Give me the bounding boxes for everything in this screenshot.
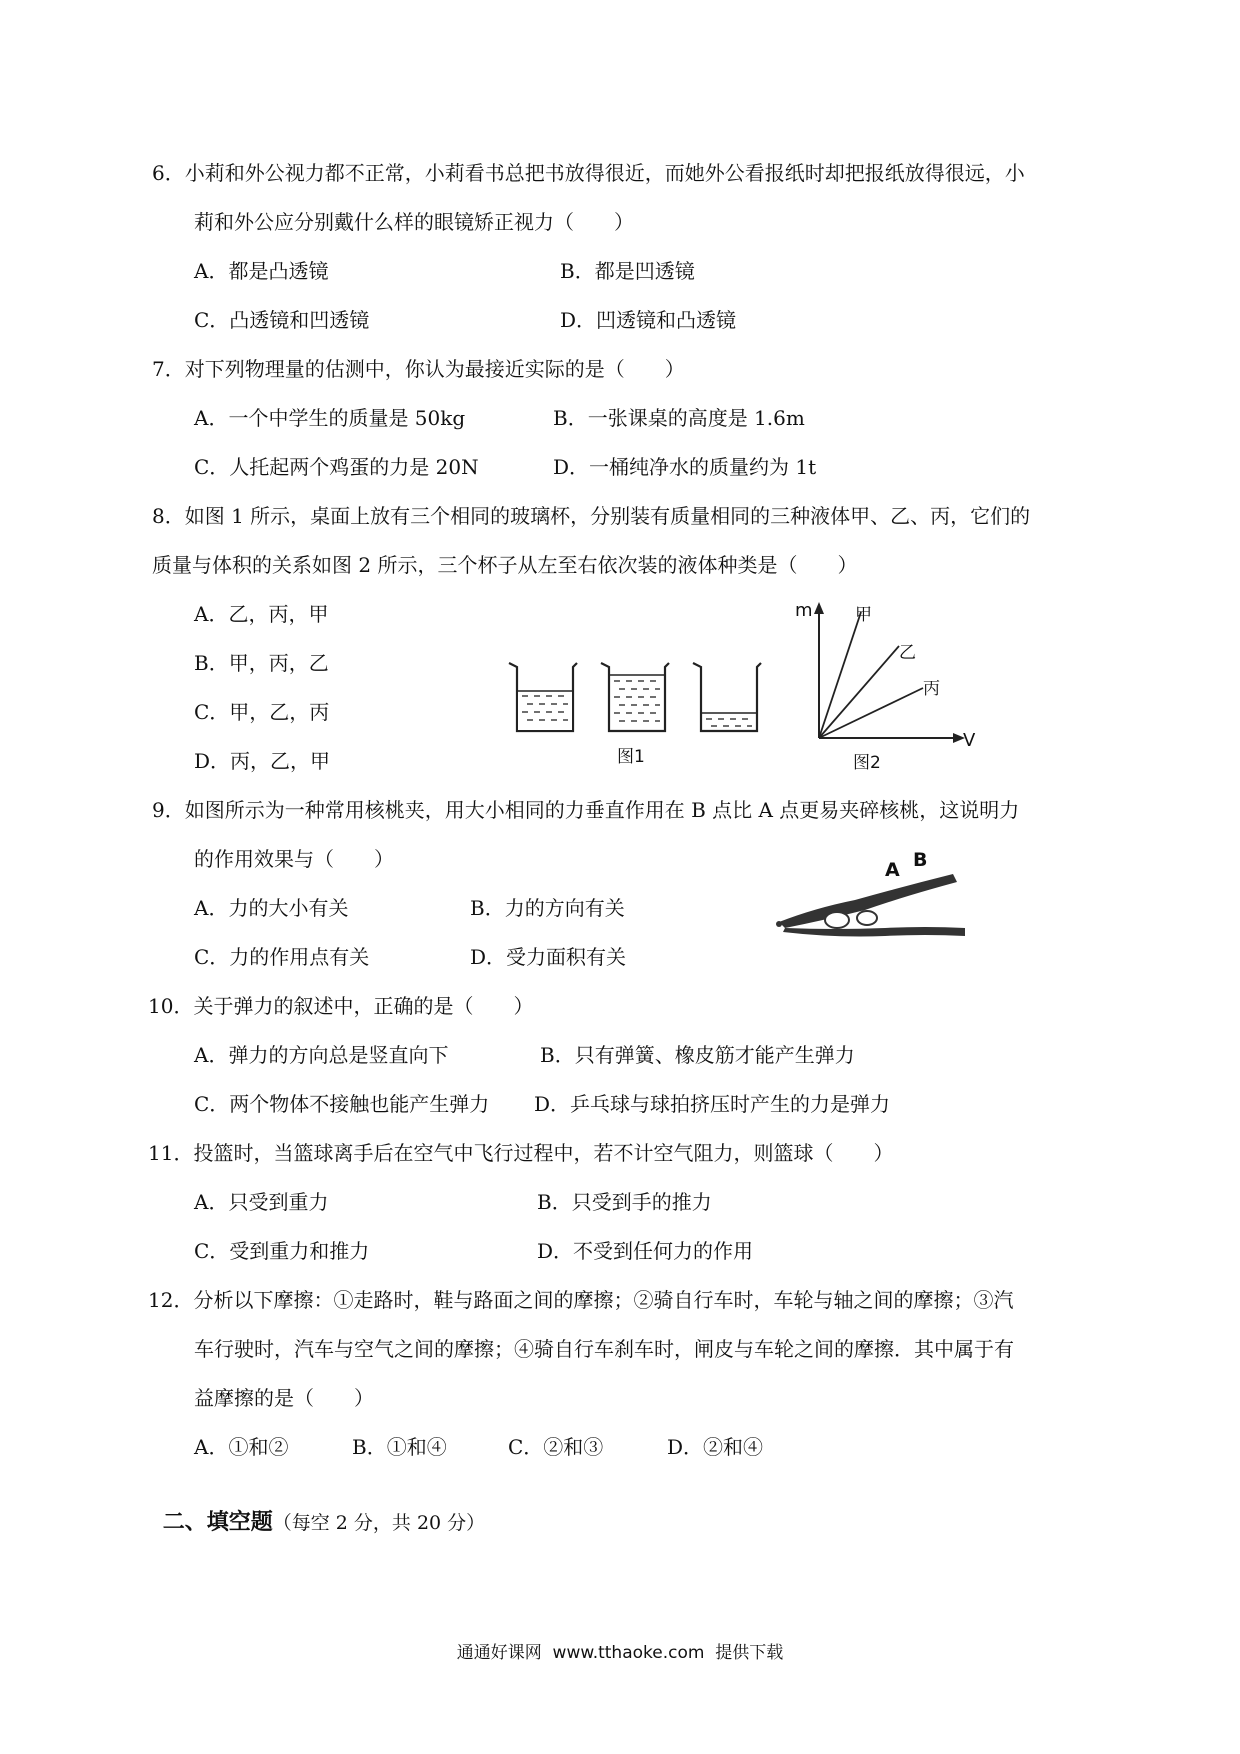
q8-option-c: C．甲，乙，丙 xyxy=(194,700,330,724)
q9-point-b: B xyxy=(913,849,928,871)
q8-stem-line2: 质量与体积的关系如图 2 所示，三个杯子从左至右依次装的液体种类是（ ） xyxy=(152,553,858,577)
q8-option-d: D．丙，乙，甲 xyxy=(194,749,331,773)
beaker-3 xyxy=(693,663,761,731)
q12-option-c: C．②和③ xyxy=(508,1435,604,1459)
q10-option-a: A．弹力的方向总是竖直向下 xyxy=(194,1043,449,1067)
q11-option-b: B．只受到手的推力 xyxy=(537,1190,712,1214)
q8-stem-line1: 8．如图 1 所示，桌面上放有三个相同的玻璃杯，分别装有质量相同的三种液体甲、乙、丙，它们的 xyxy=(152,504,1031,528)
q10-option-c: C．两个物体不接触也能产生弹力 xyxy=(194,1092,490,1116)
beaker-2 xyxy=(601,663,669,731)
q9-stem-line2: 的作用效果与（ ） xyxy=(194,847,394,871)
q12-option-a: A．①和② xyxy=(194,1435,289,1459)
graph-label-bing: 丙 xyxy=(923,679,940,699)
q6-stem-line1: 6．小莉和外公视力都不正常，小莉看书总把书放得很近，而她外公看报纸时却把报纸放得很远，小 xyxy=(152,161,1025,185)
graph-label-yi: 乙 xyxy=(899,643,916,663)
q7-option-d: D．一桶纯净水的质量约为 1t xyxy=(553,455,817,479)
q12-stem-line2: 车行驶时，汽车与空气之间的摩擦；④骑自行车刹车时，闸皮与车轮之间的摩擦．其中属于有 xyxy=(194,1337,1014,1361)
section2-note: （每空 2 分，共 20 分） xyxy=(272,1512,486,1534)
q8-figure1-beakers xyxy=(505,655,765,770)
q10-stem-line1: 10．关于弹力的叙述中，正确的是（ ） xyxy=(148,994,534,1018)
q8-figure2-graph xyxy=(795,598,985,773)
q12-stem-line1: 12．分析以下摩擦：①走路时，鞋与路面之间的摩擦；②骑自行车时，车轮与轴之间的摩擦；③汽 xyxy=(148,1288,1014,1312)
q8-figure1-caption: 图1 xyxy=(617,747,645,767)
q9-option-a: A．力的大小有关 xyxy=(194,896,349,920)
q10-option-b: B．只有弹簧、橡皮筋才能产生弹力 xyxy=(540,1043,855,1067)
q8-option-b: B．甲，丙，乙 xyxy=(194,651,329,675)
q11-option-c: C．受到重力和推力 xyxy=(194,1239,370,1263)
graph-line-yi xyxy=(819,646,899,738)
q6-option-d: D．凹透镜和凸透镜 xyxy=(560,308,737,332)
q9-option-c: C．力的作用点有关 xyxy=(194,945,370,969)
q6-option-c: C．凸透镜和凹透镜 xyxy=(194,308,370,332)
q6-option-b: B．都是凹透镜 xyxy=(560,259,695,283)
q12-stem-line3: 益摩擦的是（ ） xyxy=(194,1386,374,1410)
q7-option-a: A．一个中学生的质量是 50kg xyxy=(194,406,466,430)
q7-option-c: C．人托起两个鸡蛋的力是 20N xyxy=(194,455,479,479)
q12-option-b: B．①和④ xyxy=(352,1435,447,1459)
q7-option-b: B．一张课桌的高度是 1.6m xyxy=(553,406,805,430)
q11-stem-line1: 11．投篮时，当篮球离手后在空气中飞行过程中，若不计空气阻力，则篮球（ ） xyxy=(148,1141,894,1165)
beaker-1 xyxy=(509,663,577,731)
graph-line-jia xyxy=(819,612,861,738)
q9-stem-line1: 9．如图所示为一种常用核桃夹，用大小相同的力垂直作用在 B 点比 A 点更易夹碎核桃，这说明力 xyxy=(152,798,1020,822)
q10-option-d: D．乒乓球与球拍挤压时产生的力是弹力 xyxy=(534,1092,891,1116)
graph-line-bing xyxy=(819,688,923,738)
section2-heading xyxy=(150,1483,485,1536)
q8-figure2-caption: 图2 xyxy=(853,753,881,773)
q11-option-d: D．不受到任何力的作用 xyxy=(537,1239,754,1263)
q9-option-d: D．受力面积有关 xyxy=(470,945,627,969)
graph-label-jia: 甲 xyxy=(855,605,872,625)
q6-stem-line2: 莉和外公应分别戴什么样的眼镜矫正视力（ ） xyxy=(194,210,634,234)
section2-title: 二、填空题 xyxy=(162,1509,273,1535)
q8-graph-x-label: V xyxy=(963,730,976,751)
q11-option-a: A．只受到重力 xyxy=(194,1190,329,1214)
q8-option-a: A．乙，丙，甲 xyxy=(194,602,329,626)
q6-option-a: A．都是凸透镜 xyxy=(194,259,329,283)
q9-point-a: A xyxy=(885,859,900,881)
page-footer: 通通好课网 www.tthaoke.com 提供下载 xyxy=(456,1643,784,1663)
q9-nutcracker-figure xyxy=(775,838,975,938)
q12-option-d: D．②和④ xyxy=(667,1435,764,1459)
q8-graph-y-label: m xyxy=(795,600,813,621)
q9-option-b: B．力的方向有关 xyxy=(470,896,625,920)
q7-stem-line1: 7．对下列物理量的估测中，你认为最接近实际的是（ ） xyxy=(152,357,685,381)
